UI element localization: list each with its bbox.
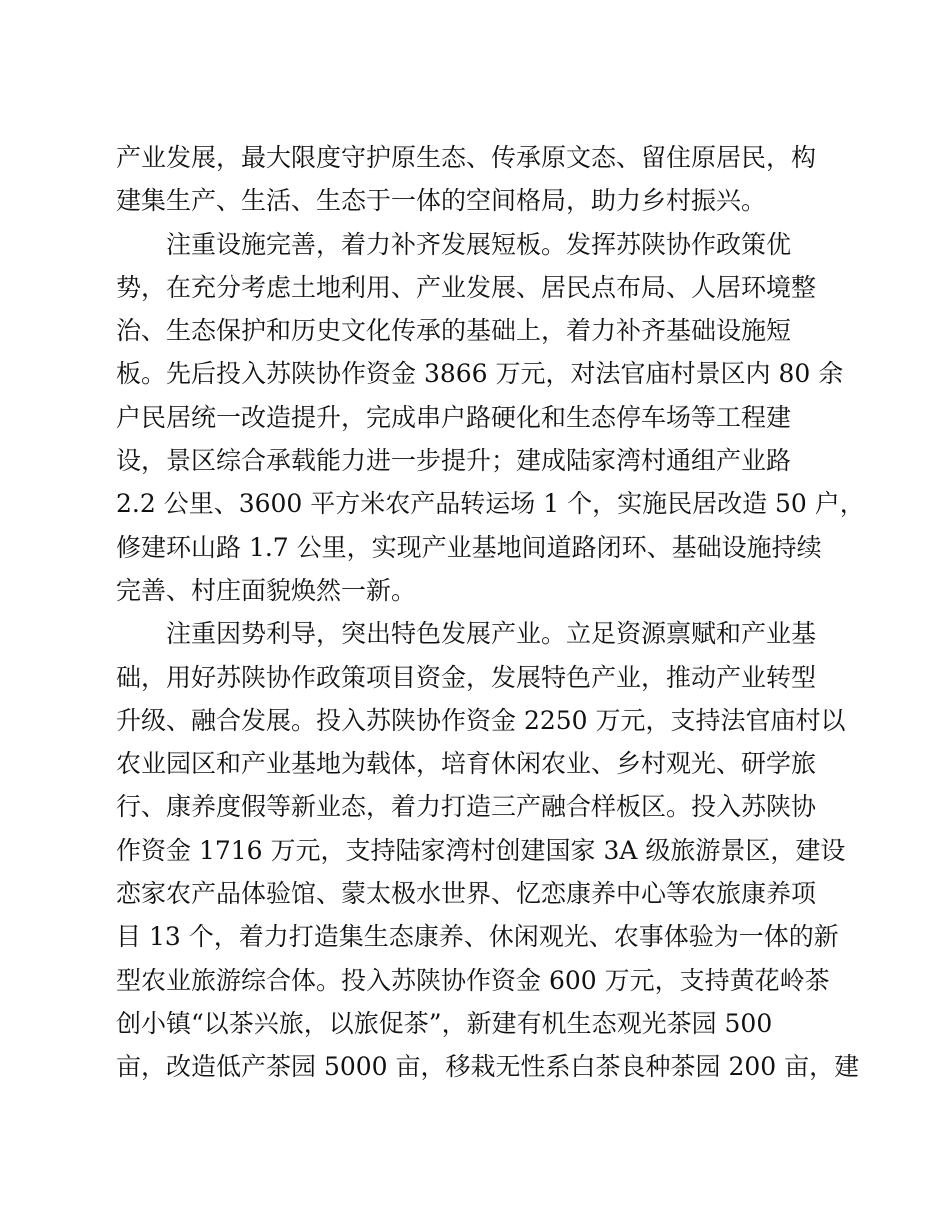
text-line: 产业发展，最大限度守护原生态、传承原文态、留住原居民，构 — [116, 143, 817, 172]
text-line: 2.2 公里、3600 平方米农产品转运场 1 个，实施民居改造 50 户， — [116, 489, 865, 519]
text-line: 势，在充分考虑土地利用、产业发展、居民点布局、人居环境整 — [116, 272, 817, 302]
paragraph-start-line: 注重因势利导，突出特色发展产业。立足资源禀赋和产业基 — [166, 619, 817, 649]
text-line: 农业园区和产业基地为载体，培育休闲农业、乡村观光、研学旅 — [116, 749, 817, 779]
text-line: 础，用好苏陕协作政策项目资金，发展特色产业，推动产业转型 — [116, 662, 817, 692]
text-line: 建集生产、生活、生态于一体的空间格局，助力乡村振兴。 — [116, 186, 767, 216]
text-line: 修建环山路 1.7 公里，实现产业基地间道路闭环、基础设施持续 — [116, 532, 822, 562]
text-line: 户民居统一改造提升，完成串户路硬化和生态停车场等工程建 — [116, 402, 792, 432]
paragraph-start-line: 注重设施完善，着力补齐发展短板。发挥苏陕协作政策优 — [166, 229, 792, 259]
text-line: 亩，改造低产茶园 5000 亩，移栽无性系白茶良种茶园 200 亩，建 — [116, 1052, 860, 1082]
text-line: 升级、融合发展。投入苏陕协作资金 2250 万元，支持法官庙村以 — [116, 705, 846, 735]
text-line: 型农业旅游综合体。投入苏陕协作资金 600 万元，支持黄花岭茶 — [116, 965, 830, 995]
text-line: 创小镇“以茶兴旅，以旅促茶”，新建有机生态观光茶园 500 — [116, 1008, 773, 1038]
text-line: 治、生态保护和历史文化传承的基础上，着力补齐基础设施短 — [116, 316, 792, 346]
text-line: 目 13 个，着力打造集生态康养、休闲观光、农事体验为一体的新 — [116, 922, 839, 952]
document-body — [116, 136, 865, 1089]
text-line: 作资金 1716 万元，支持陆家湾村创建国家 3A 级旅游景区，建设 — [116, 835, 846, 865]
text-line: 完善、村庄面貌焕然一新。 — [116, 575, 417, 605]
text-line: 设，景区综合承载能力进一步提升；建成陆家湾村通组产业路 — [116, 446, 792, 476]
text-line: 板。先后投入苏陕协作资金 3866 万元，对法官庙村景区内 80 余 — [116, 359, 844, 389]
text-line: 行、康养度假等新业态，着力打造三产融合样板区。投入苏陕协 — [116, 792, 817, 822]
text-line: 恋家农产品体验馆、蒙太极水世界、忆恋康养中心等农旅康养项 — [116, 879, 817, 909]
